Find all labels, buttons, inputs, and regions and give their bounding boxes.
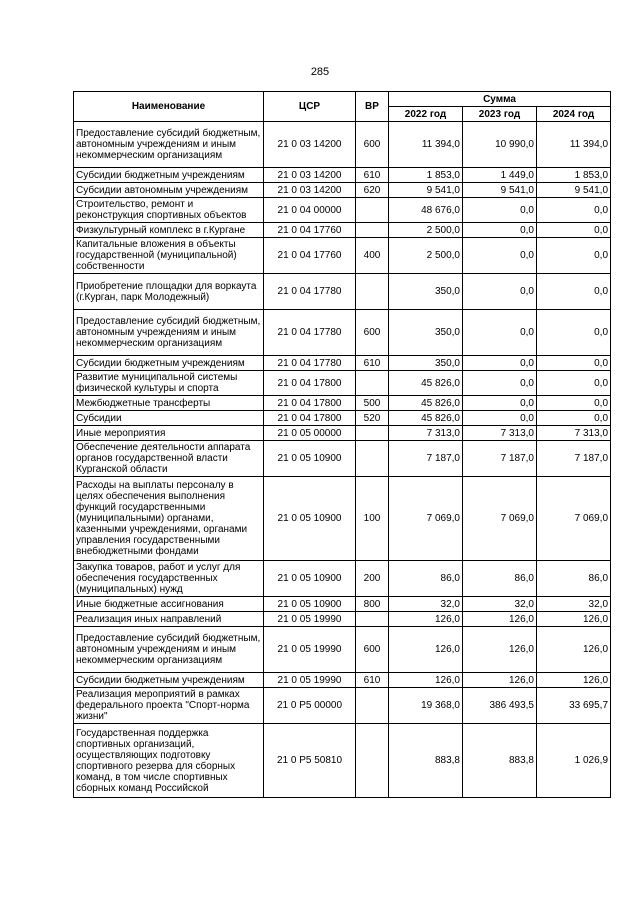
row-name: Приобретение площадки для воркаута (г.Курган, парк Молодежный) (74, 274, 264, 310)
row-2023: 0,0 (463, 411, 537, 426)
row-name: Реализация мероприятий в рамках федерального проекта "Спорт-норма жизни" (74, 688, 264, 724)
row-csr: 21 0 03 14200 (264, 168, 356, 183)
row-2024: 0,0 (537, 396, 611, 411)
row-vr (356, 441, 389, 477)
row-csr: 21 0 04 17800 (264, 396, 356, 411)
row-2024: 7 187,0 (537, 441, 611, 477)
row-2023: 7 313,0 (463, 426, 537, 441)
row-name: Обеспечение деятельности аппарата органов государственной власти Курганской области (74, 441, 264, 477)
row-vr: 200 (356, 561, 389, 597)
row-2022: 48 676,0 (389, 198, 463, 223)
row-vr: 610 (356, 673, 389, 688)
table-row (74, 411, 611, 426)
row-2023: 0,0 (463, 238, 537, 274)
row-2023: 0,0 (463, 310, 537, 356)
row-2022: 883,8 (389, 724, 463, 798)
row-2023: 32,0 (463, 597, 537, 612)
row-2022: 45 826,0 (389, 411, 463, 426)
row-2022: 1 853,0 (389, 168, 463, 183)
row-csr: 21 0 P5 50810 (264, 724, 356, 798)
row-name: Иные бюджетные ассигнования (74, 597, 264, 612)
row-vr: 520 (356, 411, 389, 426)
row-vr: 620 (356, 183, 389, 198)
row-2024: 126,0 (537, 673, 611, 688)
row-2024: 0,0 (537, 223, 611, 238)
table-row (74, 122, 611, 168)
row-csr: 21 0 04 17760 (264, 223, 356, 238)
row-2023: 9 541,0 (463, 183, 537, 198)
row-name: Закупка товаров, работ и услуг для обеспечения государственных (муниципальных) нужд (74, 561, 264, 597)
row-2024: 126,0 (537, 627, 611, 673)
row-2022: 11 394,0 (389, 122, 463, 168)
table-row (74, 627, 611, 673)
row-2024: 0,0 (537, 274, 611, 310)
row-name: Расходы на выплаты персоналу в целях обеспечения выполнения функций государственными (муниципальными) органами, казенными учреждениями, органами управления государственными внебюджетными фондами (74, 477, 264, 561)
row-name: Субсидии (74, 411, 264, 426)
row-csr: 21 0 04 17780 (264, 310, 356, 356)
table-row (74, 426, 611, 441)
row-2022: 2 500,0 (389, 238, 463, 274)
row-csr: 21 0 05 10900 (264, 597, 356, 612)
table-row (74, 724, 611, 798)
row-csr: 21 0 05 00000 (264, 426, 356, 441)
table-row (74, 238, 611, 274)
row-2022: 45 826,0 (389, 371, 463, 396)
row-2022: 350,0 (389, 356, 463, 371)
row-vr: 600 (356, 627, 389, 673)
row-2022: 7 313,0 (389, 426, 463, 441)
header-vr: ВР (356, 92, 389, 122)
row-2023: 0,0 (463, 396, 537, 411)
row-2022: 45 826,0 (389, 396, 463, 411)
row-csr: 21 0 04 00000 (264, 198, 356, 223)
row-2023: 126,0 (463, 612, 537, 627)
row-2024: 32,0 (537, 597, 611, 612)
row-csr: 21 0 05 10900 (264, 441, 356, 477)
row-2024: 0,0 (537, 238, 611, 274)
row-vr (356, 612, 389, 627)
row-2023: 0,0 (463, 223, 537, 238)
table-row (74, 310, 611, 356)
row-2022: 350,0 (389, 310, 463, 356)
row-name: Физкультурный комплекс в г.Кургане (74, 223, 264, 238)
row-csr: 21 0 05 10900 (264, 561, 356, 597)
row-vr (356, 688, 389, 724)
row-2024: 0,0 (537, 310, 611, 356)
row-vr (356, 371, 389, 396)
row-name: Иные мероприятия (74, 426, 264, 441)
row-vr: 800 (356, 597, 389, 612)
row-2022: 19 368,0 (389, 688, 463, 724)
row-2022: 126,0 (389, 612, 463, 627)
row-csr: 21 0 03 14200 (264, 122, 356, 168)
row-2022: 7 069,0 (389, 477, 463, 561)
row-2024: 0,0 (537, 356, 611, 371)
table-row (74, 356, 611, 371)
row-csr: 21 0 05 19990 (264, 612, 356, 627)
row-2024: 7 069,0 (537, 477, 611, 561)
row-name: Межбюджетные трансферты (74, 396, 264, 411)
row-vr: 610 (356, 356, 389, 371)
row-2023: 0,0 (463, 356, 537, 371)
row-vr: 500 (356, 396, 389, 411)
row-2023: 0,0 (463, 198, 537, 223)
row-2024: 9 541,0 (537, 183, 611, 198)
row-name: Субсидии автономным учреждениям (74, 183, 264, 198)
table-row (74, 597, 611, 612)
row-name: Капитальные вложения в объекты государственной (муниципальной) собственности (74, 238, 264, 274)
row-csr: 21 0 05 10900 (264, 477, 356, 561)
row-2023: 7 187,0 (463, 441, 537, 477)
row-csr: 21 0 04 17780 (264, 274, 356, 310)
table-row (74, 673, 611, 688)
row-2023: 1 449,0 (463, 168, 537, 183)
row-name: Реализация иных направлений (74, 612, 264, 627)
row-name: Субсидии бюджетным учреждениям (74, 673, 264, 688)
table-row (74, 168, 611, 183)
row-2024: 33 695,7 (537, 688, 611, 724)
row-2024: 0,0 (537, 371, 611, 396)
row-2024: 1 853,0 (537, 168, 611, 183)
row-2022: 7 187,0 (389, 441, 463, 477)
row-2022: 9 541,0 (389, 183, 463, 198)
row-csr: 21 0 03 14200 (264, 183, 356, 198)
row-2024: 1 026,9 (537, 724, 611, 798)
row-2024: 0,0 (537, 198, 611, 223)
row-2023: 126,0 (463, 627, 537, 673)
row-2024: 7 313,0 (537, 426, 611, 441)
table-row (74, 371, 611, 396)
row-2024: 11 394,0 (537, 122, 611, 168)
row-name: Субсидии бюджетным учреждениям (74, 168, 264, 183)
table-row (74, 183, 611, 198)
row-2024: 126,0 (537, 612, 611, 627)
row-2022: 126,0 (389, 627, 463, 673)
row-2022: 126,0 (389, 673, 463, 688)
row-csr: 21 0 04 17800 (264, 371, 356, 396)
table-row (74, 441, 611, 477)
row-name: Предоставление субсидий бюджетным, автономным учреждениям и иным некоммерческим организациям (74, 310, 264, 356)
row-name: Развитие муниципальной системы физической культуры и спорта (74, 371, 264, 396)
row-csr: 21 0 04 17780 (264, 356, 356, 371)
row-csr: 21 0 04 17800 (264, 411, 356, 426)
header-csr: ЦСР (264, 92, 356, 122)
row-name: Государственная поддержка спортивных организаций, осуществляющих подготовку спортивного резерва для сборных команд, в том числе спортивных сборных команд Российской (74, 724, 264, 798)
row-2023: 7 069,0 (463, 477, 537, 561)
row-csr: 21 0 P5 00000 (264, 688, 356, 724)
page-number: 285 (310, 66, 330, 78)
header-sum: Сумма (389, 92, 611, 107)
row-vr (356, 724, 389, 798)
row-vr: 610 (356, 168, 389, 183)
header-row (74, 92, 611, 107)
row-vr (356, 223, 389, 238)
table-row (74, 688, 611, 724)
row-2022: 32,0 (389, 597, 463, 612)
row-vr (356, 426, 389, 441)
table-row (74, 396, 611, 411)
row-vr (356, 274, 389, 310)
row-2024: 86,0 (537, 561, 611, 597)
table-row (74, 223, 611, 238)
header-name: Наименование (74, 92, 264, 122)
row-2024: 0,0 (537, 411, 611, 426)
row-name: Предоставление субсидий бюджетным, автономным учреждениям и иным некоммерческим организациям (74, 122, 264, 168)
row-csr: 21 0 05 19990 (264, 673, 356, 688)
row-2023: 10 990,0 (463, 122, 537, 168)
row-2023: 0,0 (463, 274, 537, 310)
row-csr: 21 0 04 17760 (264, 238, 356, 274)
row-2022: 350,0 (389, 274, 463, 310)
row-csr: 21 0 05 19990 (264, 627, 356, 673)
row-vr: 400 (356, 238, 389, 274)
header-year-2022: 2022 год (389, 107, 463, 122)
row-vr: 600 (356, 122, 389, 168)
row-vr: 600 (356, 310, 389, 356)
row-2023: 386 493,5 (463, 688, 537, 724)
table-row (74, 274, 611, 310)
header-year-2023: 2023 год (463, 107, 537, 122)
row-2022: 86,0 (389, 561, 463, 597)
row-2023: 126,0 (463, 673, 537, 688)
row-name: Субсидии бюджетным учреждениям (74, 356, 264, 371)
row-name: Предоставление субсидий бюджетным, автономным учреждениям и иным некоммерческим организациям (74, 627, 264, 673)
row-2023: 86,0 (463, 561, 537, 597)
row-vr: 100 (356, 477, 389, 561)
table-row (74, 612, 611, 627)
row-2023: 0,0 (463, 371, 537, 396)
row-2022: 2 500,0 (389, 223, 463, 238)
row-2023: 883,8 (463, 724, 537, 798)
row-vr (356, 198, 389, 223)
header-year-2024: 2024 год (537, 107, 611, 122)
table-row (74, 477, 611, 561)
table-row (74, 561, 611, 597)
table-row (74, 198, 611, 223)
budget-table (73, 91, 611, 798)
row-name: Строительство, ремонт и реконструкция спортивных объектов (74, 198, 264, 223)
